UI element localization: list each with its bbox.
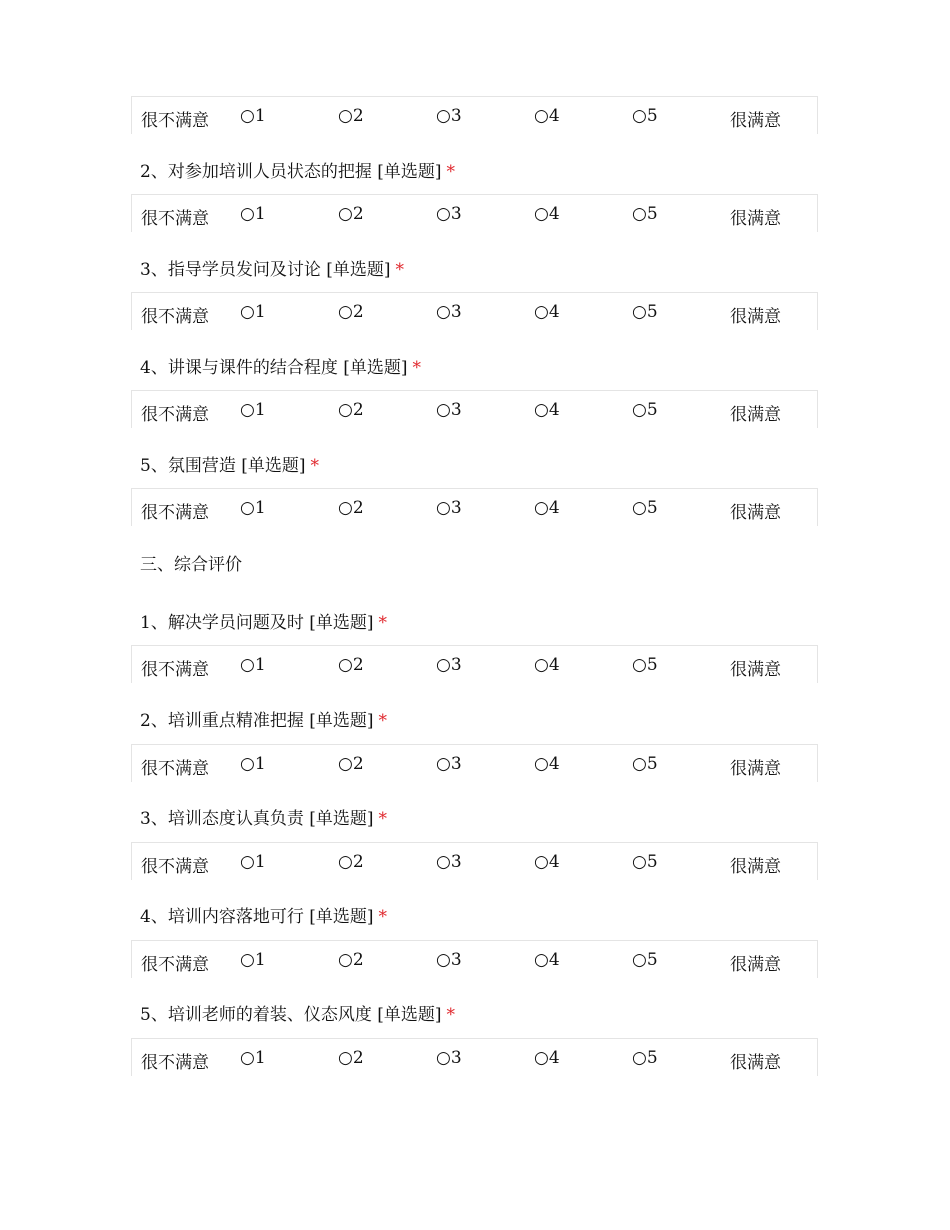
rating-option-2[interactable]: ○2 — [338, 400, 364, 420]
rating-option-2[interactable]: ○2 — [338, 498, 364, 518]
rating-option-4[interactable]: ○4 — [534, 1048, 560, 1068]
rating-option-1[interactable]: ○1 — [240, 498, 266, 518]
required-mark: * — [378, 809, 387, 829]
rating-option-1[interactable]: ○1 — [240, 655, 266, 675]
required-mark: * — [446, 1005, 455, 1025]
rating-option-5[interactable]: ○5 — [632, 754, 658, 774]
scale-low-label: 很不满意 — [141, 209, 209, 229]
scale-high-label: 很满意 — [730, 1053, 781, 1073]
rating-option-3[interactable]: ○3 — [436, 498, 462, 518]
scale-high-label: 很满意 — [730, 660, 781, 680]
scale-high-label: 很满意 — [730, 759, 781, 779]
question-title — [140, 608, 387, 633]
question-title — [140, 255, 404, 280]
rating-option-5[interactable]: ○5 — [632, 400, 658, 420]
question-text: 4、培训内容落地可行 [单选题] — [140, 907, 374, 927]
scale-high-label: 很满意 — [730, 405, 781, 425]
scale-low-label: 很不满意 — [141, 111, 209, 131]
rating-option-2[interactable]: ○2 — [338, 106, 364, 126]
rating-option-2[interactable]: ○2 — [338, 204, 364, 224]
question-text: 2、培训重点精准把握 [单选题] — [140, 711, 374, 731]
rating-scale-row — [131, 488, 818, 526]
rating-option-3[interactable]: ○3 — [436, 204, 462, 224]
rating-option-5[interactable]: ○5 — [632, 302, 658, 322]
scale-high-label: 很满意 — [730, 209, 781, 229]
rating-option-4[interactable]: ○4 — [534, 655, 560, 675]
question-text: 3、培训态度认真负责 [单选题] — [140, 809, 374, 829]
question-text: 5、氛围营造 [单选题] — [140, 456, 306, 476]
rating-option-3[interactable]: ○3 — [436, 1048, 462, 1068]
scale-low-label: 很不满意 — [141, 955, 209, 975]
rating-option-2[interactable]: ○2 — [338, 302, 364, 322]
rating-option-3[interactable]: ○3 — [436, 106, 462, 126]
rating-option-4[interactable]: ○4 — [534, 302, 560, 322]
rating-scale-row — [131, 940, 818, 978]
section-title: 三、综合评价 — [140, 555, 242, 575]
required-mark: * — [395, 260, 404, 280]
rating-option-5[interactable]: ○5 — [632, 852, 658, 872]
rating-option-5[interactable]: ○5 — [632, 498, 658, 518]
rating-scale-row — [131, 645, 818, 683]
rating-scale-row — [131, 292, 818, 330]
rating-option-4[interactable]: ○4 — [534, 204, 560, 224]
question-title — [140, 804, 387, 829]
rating-option-1[interactable]: ○1 — [240, 204, 266, 224]
question-text: 2、对参加培训人员状态的把握 [单选题] — [140, 162, 442, 182]
rating-option-4[interactable]: ○4 — [534, 852, 560, 872]
question-text: 5、培训老师的着装、仪态风度 [单选题] — [140, 1005, 442, 1025]
rating-option-2[interactable]: ○2 — [338, 950, 364, 970]
scale-low-label: 很不满意 — [141, 857, 209, 877]
rating-option-3[interactable]: ○3 — [436, 400, 462, 420]
question-title — [140, 353, 421, 378]
rating-scale-row — [131, 390, 818, 428]
rating-option-1[interactable]: ○1 — [240, 950, 266, 970]
rating-option-2[interactable]: ○2 — [338, 754, 364, 774]
required-mark: * — [378, 907, 387, 927]
required-mark: * — [378, 711, 387, 731]
rating-option-3[interactable]: ○3 — [436, 852, 462, 872]
rating-option-1[interactable]: ○1 — [240, 302, 266, 322]
rating-option-5[interactable]: ○5 — [632, 204, 658, 224]
rating-option-5[interactable]: ○5 — [632, 106, 658, 126]
rating-option-4[interactable]: ○4 — [534, 950, 560, 970]
question-text: 3、指导学员发问及讨论 [单选题] — [140, 260, 391, 280]
rating-option-3[interactable]: ○3 — [436, 754, 462, 774]
rating-option-3[interactable]: ○3 — [436, 302, 462, 322]
required-mark: * — [310, 456, 319, 476]
rating-option-5[interactable]: ○5 — [632, 950, 658, 970]
rating-option-4[interactable]: ○4 — [534, 106, 560, 126]
question-title — [140, 1000, 455, 1025]
rating-option-2[interactable]: ○2 — [338, 1048, 364, 1068]
rating-scale-row — [131, 96, 818, 134]
rating-scale-row — [131, 194, 818, 232]
scale-low-label: 很不满意 — [141, 759, 209, 779]
required-mark: * — [412, 358, 421, 378]
rating-scale-row — [131, 1038, 818, 1076]
rating-scale-row — [131, 842, 818, 880]
question-text: 1、解决学员问题及时 [单选题] — [140, 613, 374, 633]
scale-high-label: 很满意 — [730, 503, 781, 523]
scale-low-label: 很不满意 — [141, 660, 209, 680]
scale-low-label: 很不满意 — [141, 307, 209, 327]
question-title — [140, 157, 455, 182]
scale-high-label: 很满意 — [730, 307, 781, 327]
required-mark: * — [446, 162, 455, 182]
scale-low-label: 很不满意 — [141, 503, 209, 523]
rating-option-2[interactable]: ○2 — [338, 852, 364, 872]
scale-low-label: 很不满意 — [141, 405, 209, 425]
rating-option-4[interactable]: ○4 — [534, 400, 560, 420]
scale-high-label: 很满意 — [730, 111, 781, 131]
rating-option-3[interactable]: ○3 — [436, 655, 462, 675]
rating-option-1[interactable]: ○1 — [240, 1048, 266, 1068]
rating-option-5[interactable]: ○5 — [632, 655, 658, 675]
question-text: 4、讲课与课件的结合程度 [单选题] — [140, 358, 408, 378]
rating-option-1[interactable]: ○1 — [240, 400, 266, 420]
scale-high-label: 很满意 — [730, 857, 781, 877]
rating-option-5[interactable]: ○5 — [632, 1048, 658, 1068]
rating-option-1[interactable]: ○1 — [240, 106, 266, 126]
rating-option-2[interactable]: ○2 — [338, 655, 364, 675]
question-title — [140, 706, 387, 731]
rating-scale-row — [131, 744, 818, 782]
rating-option-3[interactable]: ○3 — [436, 950, 462, 970]
rating-option-1[interactable]: ○1 — [240, 754, 266, 774]
required-mark: * — [378, 613, 387, 633]
question-title — [140, 902, 387, 927]
rating-option-1[interactable]: ○1 — [240, 852, 266, 872]
rating-option-4[interactable]: ○4 — [534, 754, 560, 774]
scale-high-label: 很满意 — [730, 955, 781, 975]
scale-low-label: 很不满意 — [141, 1053, 209, 1073]
question-title — [140, 451, 319, 476]
rating-option-4[interactable]: ○4 — [534, 498, 560, 518]
